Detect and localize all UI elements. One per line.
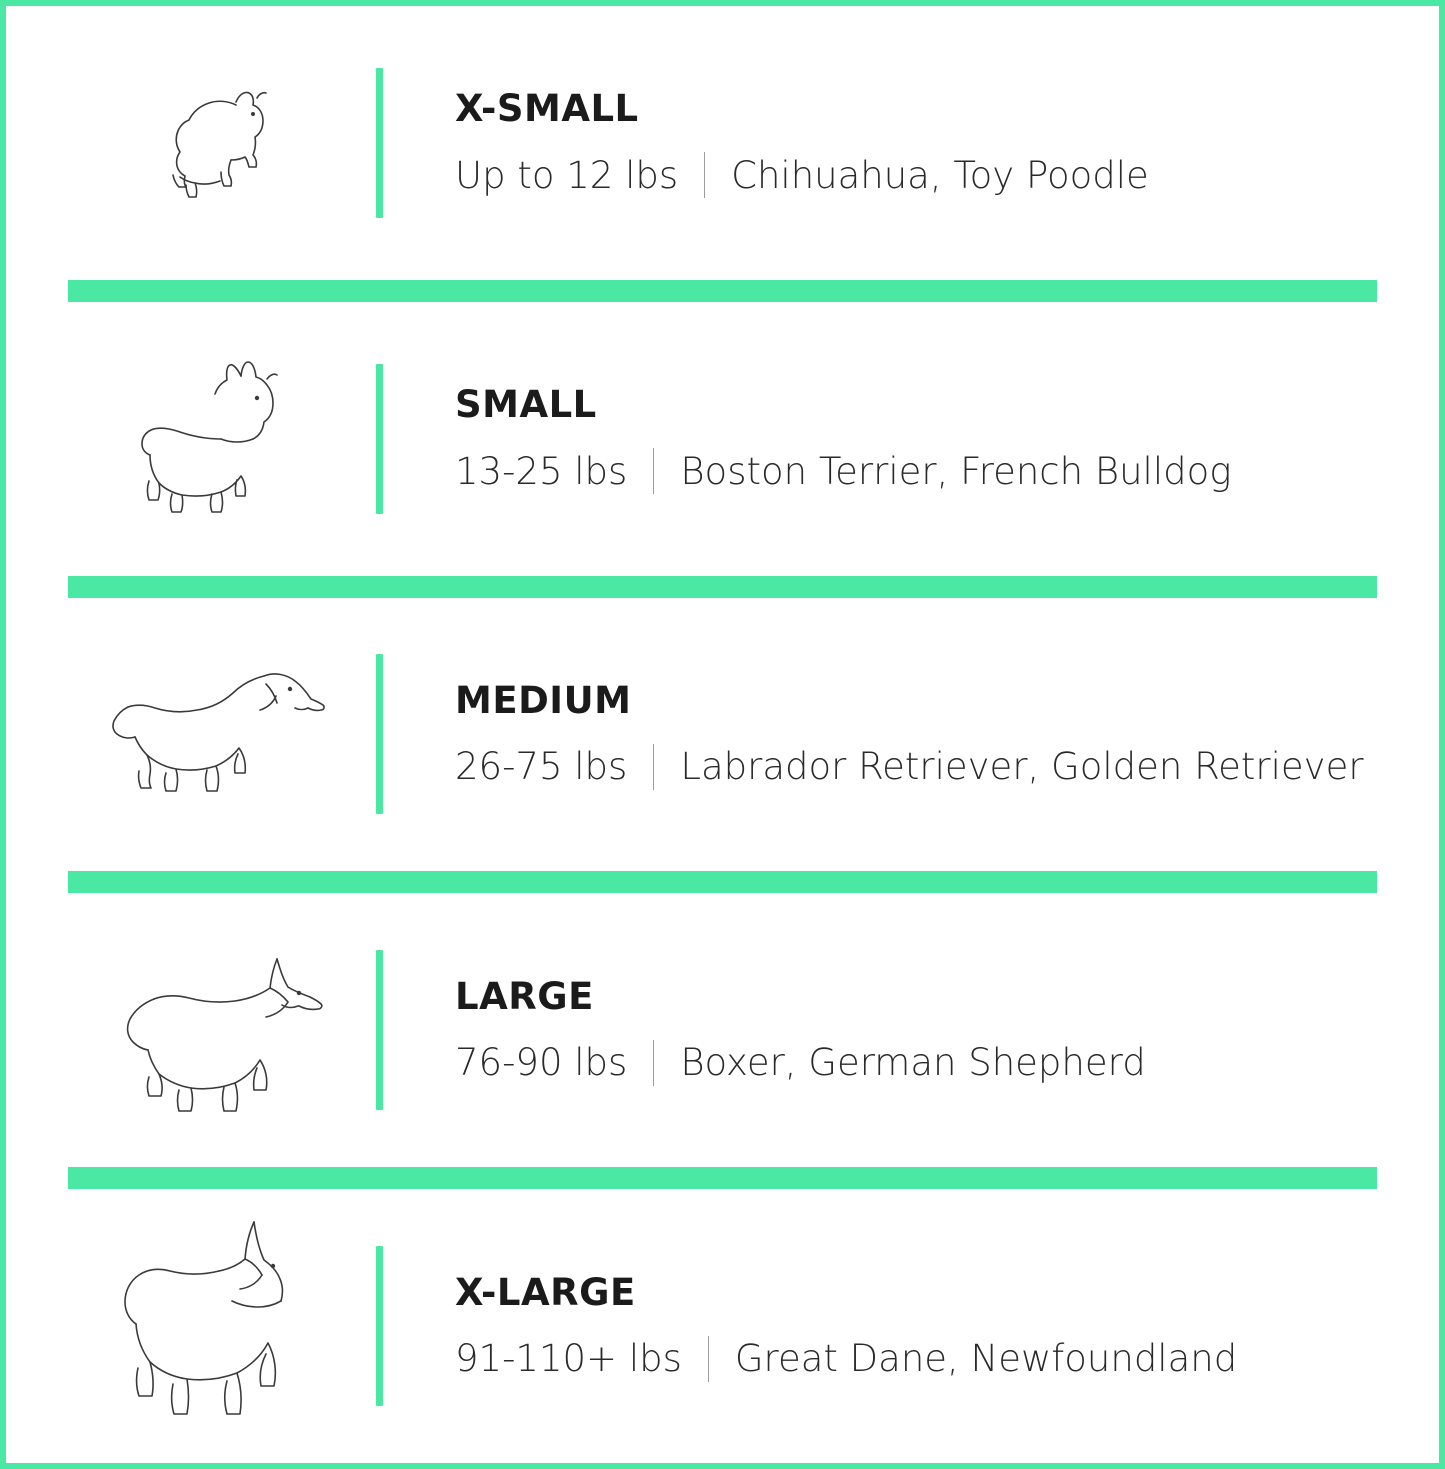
- size-label: SMALL: [455, 383, 597, 427]
- row-text: [383, 87, 1409, 198]
- row-divider: [68, 576, 1377, 598]
- weight-range: Up to 12 lbs: [455, 153, 679, 197]
- table-row: [6, 1189, 1439, 1463]
- table-row: [6, 302, 1439, 576]
- shepherd-icon: [56, 945, 376, 1115]
- great-dane-icon: [56, 1206, 376, 1446]
- vertical-divider: [653, 744, 654, 790]
- vertical-divider: [708, 1336, 709, 1382]
- size-label: X-LARGE: [455, 1270, 636, 1314]
- row-accent-bar: [376, 950, 383, 1110]
- size-label: X-SMALL: [455, 87, 639, 131]
- weight-range: 13-25 lbs: [455, 449, 628, 493]
- row-divider: [68, 280, 1377, 302]
- size-label: LARGE: [455, 974, 594, 1018]
- size-label: MEDIUM: [455, 678, 632, 722]
- row-divider: [68, 1167, 1377, 1189]
- row-accent-bar: [376, 68, 383, 218]
- small-fluffy-dog-icon: [56, 78, 376, 208]
- row-details: [455, 152, 1409, 198]
- table-row: [6, 598, 1439, 872]
- row-details: [455, 1040, 1409, 1086]
- row-details: [455, 448, 1409, 494]
- row-details: [455, 1336, 1409, 1382]
- french-bulldog-icon: [56, 354, 376, 524]
- row-text: [383, 1271, 1409, 1382]
- weight-range: 26-75 lbs: [455, 745, 628, 789]
- vertical-divider: [653, 1040, 654, 1086]
- weight-range: 91-110+ lbs: [455, 1337, 682, 1381]
- row-accent-bar: [376, 654, 383, 814]
- retriever-icon: [56, 654, 376, 814]
- breed-examples: Great Dane, Newfoundland: [734, 1337, 1238, 1381]
- table-row: [6, 6, 1439, 280]
- row-details: [455, 744, 1409, 790]
- row-accent-bar: [376, 364, 383, 514]
- row-text: [383, 975, 1409, 1086]
- breed-examples: Labrador Retriever, Golden Retriever: [680, 745, 1364, 789]
- breed-examples: Boxer, German Shepherd: [680, 1041, 1146, 1085]
- row-divider: [68, 871, 1377, 893]
- table-row: [6, 893, 1439, 1167]
- breed-examples: Boston Terrier, French Bulldog: [680, 449, 1232, 493]
- row-accent-bar: [376, 1246, 383, 1406]
- row-text: [383, 679, 1409, 790]
- weight-range: 76-90 lbs: [455, 1041, 628, 1085]
- size-row-list: [6, 6, 1439, 1463]
- vertical-divider: [704, 152, 705, 198]
- vertical-divider: [653, 448, 654, 494]
- row-text: [383, 383, 1409, 494]
- breed-examples: Chihuahua, Toy Poodle: [731, 153, 1149, 197]
